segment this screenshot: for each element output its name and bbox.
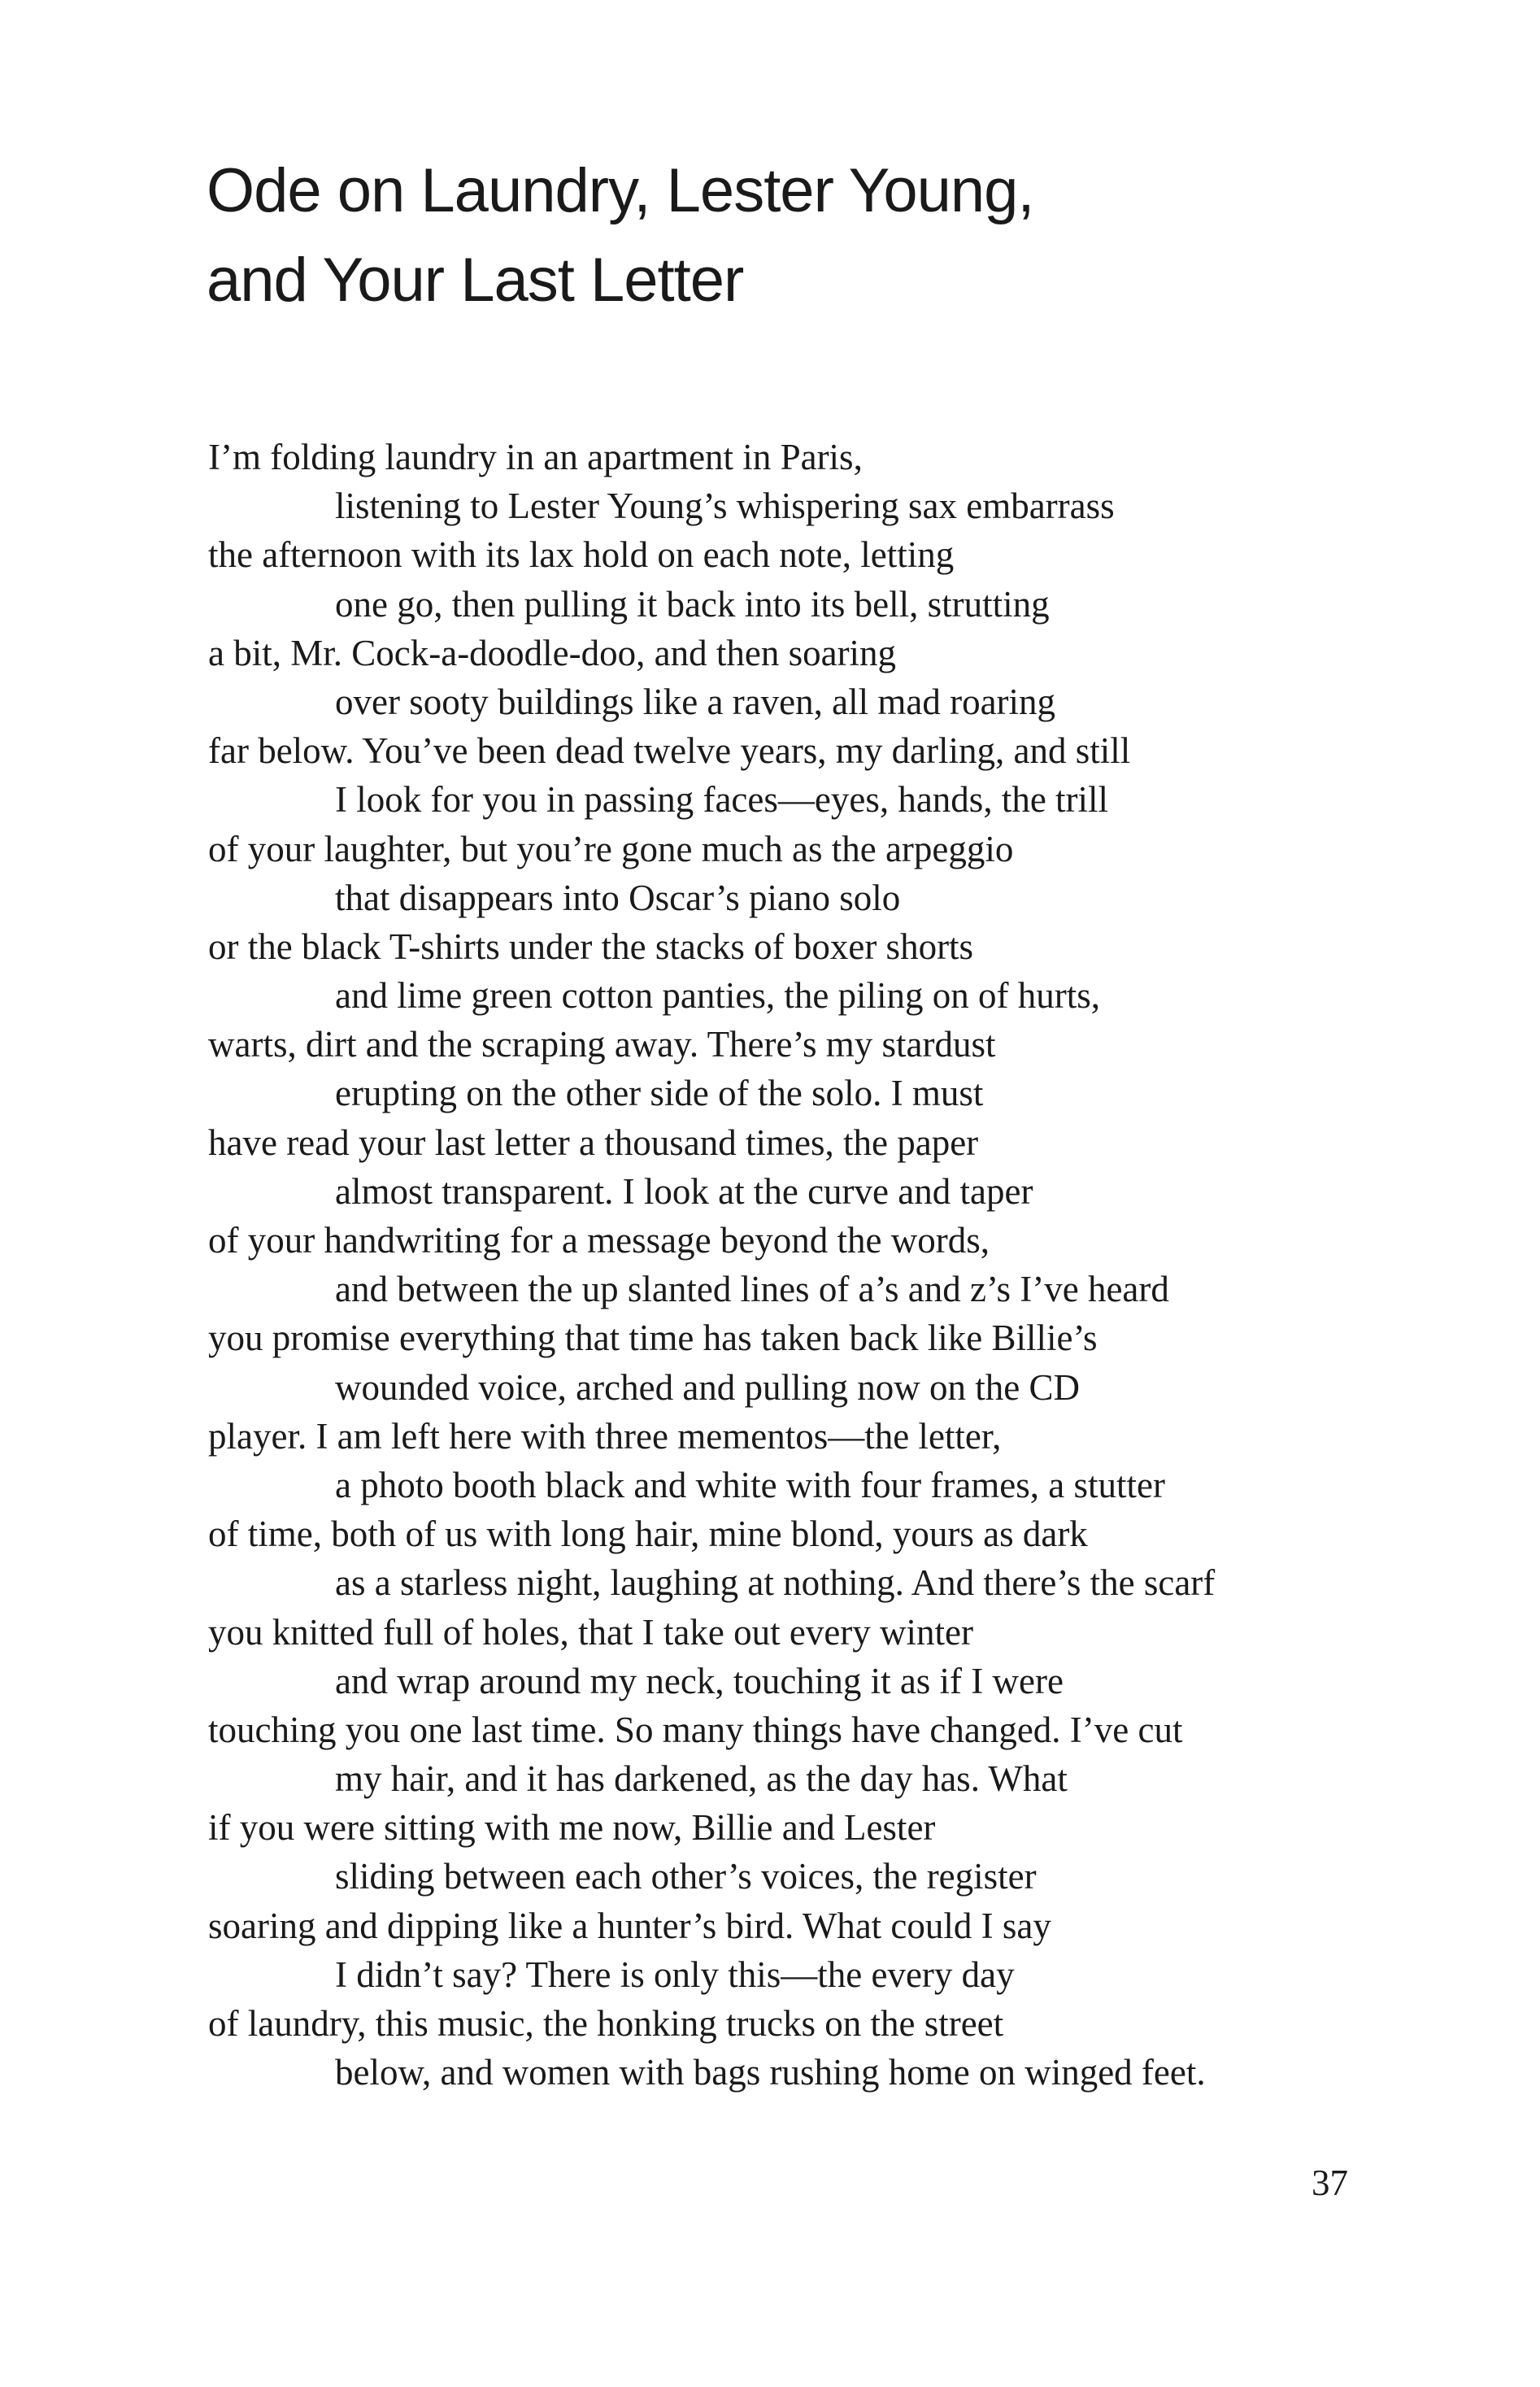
poem-line: have read your last letter a thousand times, the paper bbox=[208, 1122, 979, 1163]
poem-line: wounded voice, arched and pulling now on the CD bbox=[335, 1366, 1081, 1408]
poem-title-line-2: and Your Last Letter bbox=[207, 246, 744, 315]
poem-line: sliding between each other’s voices, the register bbox=[335, 1856, 1037, 1897]
poem-line: erupting on the other side of the solo. I must bbox=[335, 1073, 984, 1114]
poem-line: listening to Lester Young’s whispering sax embarrass bbox=[335, 486, 1115, 527]
poem-line: the afternoon with its lax hold on each note, letting bbox=[208, 534, 955, 576]
poem-line: below, and women with bags rushing home on winged feet. bbox=[335, 2052, 1206, 2093]
poem-line: one go, then pulling it back into its bell, strutting bbox=[335, 583, 1050, 625]
poem-line: almost transparent. I look at the curve and taper bbox=[335, 1170, 1033, 1212]
poem-line: warts, dirt and the scraping away. There’s my stardust bbox=[208, 1024, 996, 1065]
poem-line: my hair, and it has darkened, as the day has. What bbox=[335, 1758, 1068, 1800]
poem-line: touching you one last time. So many things have changed. I’ve cut bbox=[208, 1709, 1183, 1750]
poem-line: over sooty buildings like a raven, all mad roaring bbox=[335, 681, 1056, 722]
poem-line: that disappears into Oscar’s piano solo bbox=[335, 877, 901, 918]
poem-line: you promise everything that time has taken back like Billie’s bbox=[208, 1318, 1098, 1359]
poem-line: of time, both of us with long hair, mine blond, yours as dark bbox=[208, 1514, 1088, 1555]
poem-line: and between the up slanted lines of a’s and z’s I’ve heard bbox=[335, 1269, 1169, 1310]
poem-title bbox=[207, 146, 1426, 325]
poem-line: I didn’t say? There is only this—the every day bbox=[335, 1954, 1015, 1995]
poem-line: as a starless night, laughing at nothing. And there’s the scarf bbox=[335, 1562, 1216, 1604]
poem-line: I look for you in passing faces—eyes, hands, the trill bbox=[335, 779, 1109, 821]
poem-line: or the black T-shirts under the stacks of boxer shorts bbox=[208, 926, 974, 967]
poem-line: a bit, Mr. Cock-a-doodle-doo, and then soaring bbox=[208, 632, 897, 673]
poem-line: you knitted full of holes, that I take out every winter bbox=[208, 1611, 974, 1653]
poem-line: far below. You’ve been dead twelve years, my darling, and still bbox=[208, 730, 1131, 772]
poem-line: a photo booth black and white with four frames, a stutter bbox=[335, 1464, 1165, 1505]
poem-line: of your handwriting for a message beyond the words, bbox=[208, 1220, 990, 1261]
poem-line: of laundry, this music, the honking trucks on the street bbox=[208, 2003, 1004, 2044]
poem-body bbox=[208, 433, 1509, 2097]
poem-line: and wrap around my neck, touching it as if I were bbox=[335, 1660, 1064, 1701]
poem-line: soaring and dipping like a hunter’s bird. What could I say bbox=[208, 1905, 1051, 1946]
poem-line: player. I am left here with three mementos—the letter, bbox=[208, 1415, 1002, 1457]
poem-line: if you were sitting with me now, Billie and Lester bbox=[208, 1807, 936, 1849]
poem-line: I’m folding laundry in an apartment in Paris, bbox=[208, 437, 863, 477]
poem-line: of your laughter, but you’re gone much as the arpeggio bbox=[208, 828, 1014, 869]
poem-line: and lime green cotton panties, the piling on of hurts, bbox=[335, 975, 1101, 1017]
poem-title-line-1: Ode on Laundry, Lester Young, bbox=[207, 156, 1034, 225]
page-number: 37 bbox=[1312, 2163, 1348, 2203]
